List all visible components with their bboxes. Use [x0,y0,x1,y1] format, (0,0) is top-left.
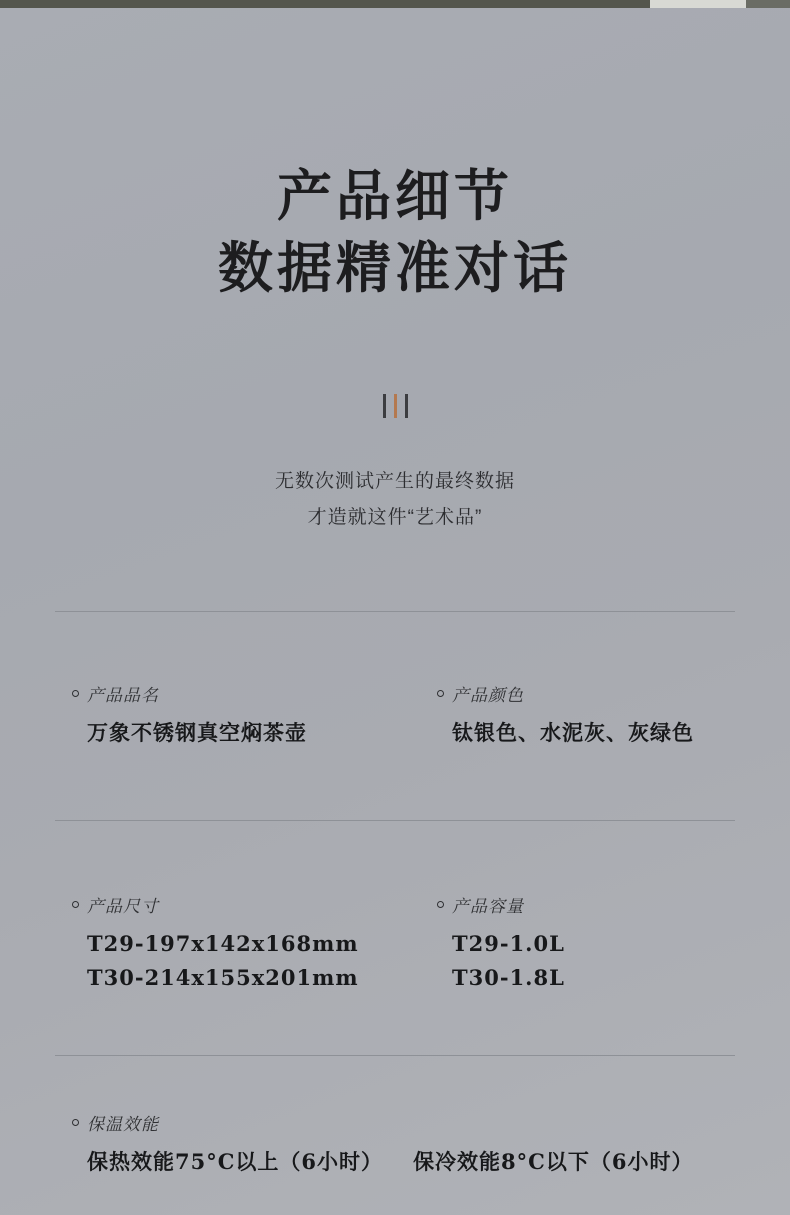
bullet-icon [72,690,79,697]
spec-value-text: T30-1.8L [452,965,565,990]
top-image-strip [0,0,790,8]
top-strip-segment-right [746,0,790,8]
bullet-icon [437,901,444,908]
divider-mark-right-icon [405,394,408,418]
bullet-icon [72,1119,79,1126]
top-strip-segment-middle [650,0,746,8]
page-subtitle-line-1: 无数次测试产生的最终数据 [274,471,515,492]
spec-value-text: T29-197x142x168mm [87,931,359,956]
page-subtitle [0,464,790,536]
spec-value-group [72,1145,694,1179]
section-divider [55,820,735,821]
spec-value-text: 保热效能75°C以上（6小时） [87,1149,384,1174]
spec-value-text: 钛银色、水泥灰、灰绿色 [452,720,694,745]
section-divider [55,611,735,612]
bullet-icon [437,690,444,697]
page-title-line-2: 数据精准对话 [217,235,572,300]
spec-value-text: T29-1.0L [452,931,565,956]
page-subtitle-line-2: 才造就这件“艺术品” [307,507,483,528]
spec-label-row [437,892,565,917]
spec-label-text: 产品容量 [452,897,524,917]
top-strip-segment-left [0,0,650,8]
spec-value-text: T30-214x155x201mm [87,965,359,990]
spec-label-row [72,892,359,917]
spec-item-product-color [437,681,694,750]
spec-label-row [72,1110,694,1135]
divider-mark-center-icon [394,394,397,418]
divider-marks [0,394,790,418]
spec-item-insulation-performance [72,1110,694,1179]
spec-label-text: 产品尺寸 [87,897,159,917]
section-divider [55,1055,735,1056]
spec-item-product-size [72,892,359,995]
divider-mark-left-icon [383,394,386,418]
spec-label-row [437,681,694,706]
page-title [0,160,790,304]
bullet-icon [72,901,79,908]
spec-item-product-name [72,681,307,750]
spec-label-text: 产品品名 [87,686,159,706]
page-title-line-1: 产品细节 [276,163,513,228]
spec-item-product-capacity [437,892,565,995]
spec-label-text: 产品颜色 [452,686,524,706]
spec-label-row [72,681,307,706]
spec-value-text: 保冷效能8°C以下（6小时） [413,1149,694,1174]
spec-value-text: 万象不锈钢真空焖茶壶 [87,720,307,745]
spec-label-text: 保温效能 [87,1115,159,1135]
